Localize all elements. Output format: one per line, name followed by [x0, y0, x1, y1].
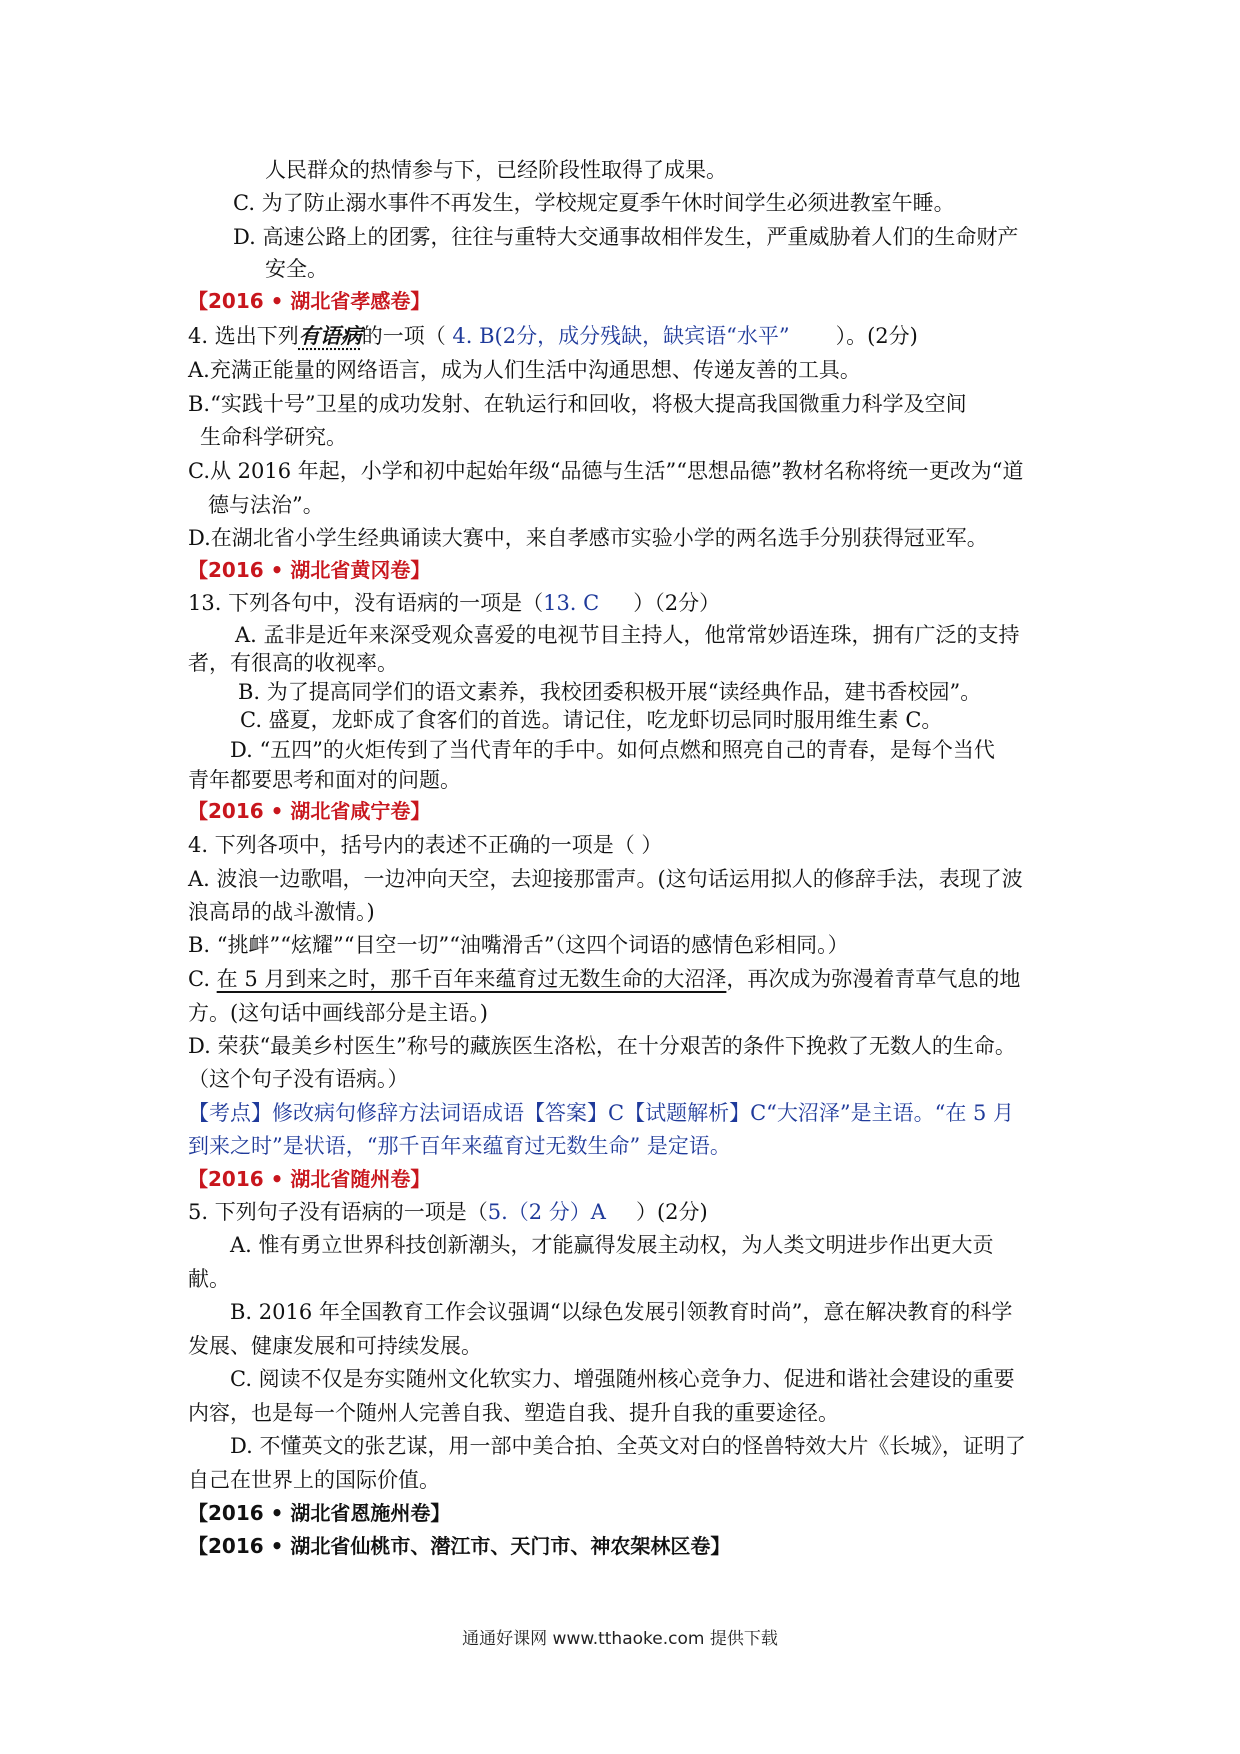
text-line: 人民群众的热情参与下，已经阶段性取得了成果。: [265, 158, 727, 182]
option-c: C. 为了防止溺水事件不再发生，学校规定夏季午休时间学生必须进教室午睡。: [233, 191, 955, 215]
question-line: [188, 588, 720, 618]
text-line: 者，有很高的收视率。: [188, 651, 398, 675]
text-line: 内容，也是每一个随州人完善自我、塑造自我、提升自我的重要途径。: [188, 1401, 839, 1425]
question-text: ）（2分）: [633, 591, 721, 615]
text-line: （这个句子没有语病。）: [188, 1067, 409, 1091]
text-line: 献。: [188, 1267, 230, 1291]
option-a: A. 惟有勇立世界科技创新潮头，才能赢得发展主动权，为人类文明进步作出更大贡: [230, 1233, 994, 1257]
option-c: C.从 2016 年起，小学和初中起始年级“品德与生活”“思想品德”教材名称将统一更改为“道: [188, 459, 1024, 483]
question-text: 13. 下列各句中，没有语病的一项是（: [188, 591, 544, 615]
option-text: ，再次成为弥漫着青草气息的地: [726, 967, 1021, 991]
option-a: A. 波浪一边歌唱，一边冲向天空，去迎接那雷声。(这句话运用拟人的修辞手法，表现了波: [188, 867, 1023, 891]
text-line: 安全。: [265, 257, 328, 281]
option-d: D. 不懂英文的张艺谋，用一部中美合拍、全英文对白的怪兽特效大片《长城》，证明了: [230, 1434, 1026, 1458]
answer-analysis: 【考点】修改病句修辞方法词语成语【答案】C【试题解析】C“大沼泽”是主语。“在 5 月: [188, 1101, 1015, 1125]
text-line: 发展、健康发展和可持续发展。: [188, 1334, 482, 1358]
option-b: B. 为了提高同学们的语文素养，我校团委积极开展“读经典作品，建书香校园”。: [238, 680, 982, 704]
question-line: 4. 下列各项中，括号内的表述不正确的一项是（ ）: [188, 833, 663, 857]
text-line: 方。(这句话中画线部分是主语。): [188, 1001, 488, 1025]
question-text: 5. 下列句子没有语病的一项是（: [188, 1200, 488, 1224]
text-line: 浪高昂的战斗激情。): [188, 900, 375, 924]
option-d: D. 高速公路上的团雾，往往与重特大交通事故相伴发生，严重威胁着人们的生命财产: [233, 225, 1019, 249]
text-line: 德与法治”。: [208, 493, 324, 517]
text-line: 生命科学研究。: [200, 425, 347, 449]
question-line: [188, 1197, 708, 1227]
underlined-text: 在 5 月到来之时，那千百年来蕴育过无数生命的大沼泽: [216, 967, 727, 991]
option-b: B.“实践十号”卫星的成功发射、在轨运行和回收，将极大提高我国微重力科学及空间: [188, 392, 967, 416]
section-heading: 【2016 • 湖北省恩施州卷】: [188, 1501, 451, 1525]
text-line: 青年都要思考和面对的问题。: [188, 768, 461, 792]
option-a: A.充满正能量的网络语言，成为人们生活中沟通思想、传递友善的工具。: [188, 358, 861, 382]
section-heading: 【2016 • 湖北省咸宁卷】: [188, 799, 431, 823]
answer-text: 13. C: [543, 591, 600, 615]
option-c: C. 阅读不仅是夯实随州文化软实力、增强随州核心竞争力、促进和谐社会建设的重要: [230, 1367, 1015, 1391]
option-d: D. “五四”的火炬传到了当代青年的手中。如何点燃和照亮自己的青春，是每个当代: [230, 738, 995, 762]
question-text: ）(2分): [635, 1200, 708, 1224]
answer-text: 4. B(2分，成分残缺，缺宾语“水平”: [452, 324, 790, 348]
emphasis-text: 有语病: [298, 323, 362, 348]
page-footer: 通通好课网 www.tthaoke.com 提供下载: [462, 1629, 778, 1649]
option-c: [188, 964, 1020, 994]
option-label: C.: [188, 967, 217, 991]
answer-analysis: 到来之时”是状语，“那千百年来蕴育过无数生命” 是定语。: [188, 1134, 731, 1158]
question-text: ）。(2分): [835, 324, 918, 348]
option-d: D.在湖北省小学生经典诵读大赛中，来自孝感市实验小学的两名选手分别获得冠亚军。: [188, 526, 988, 550]
section-heading: 【2016 • 湖北省黄冈卷】: [188, 558, 431, 582]
question-text: 4. 选出下列: [188, 324, 299, 348]
section-heading: 【2016 • 湖北省随州卷】: [188, 1167, 431, 1191]
section-heading: 【2016 • 湖北省仙桃市、潜江市、天门市、神农架林区卷】: [188, 1534, 731, 1558]
option-d: D. 荣获“最美乡村医生”称号的藏族医生洛松，在十分艰苦的条件下挽救了无数人的生命。: [188, 1034, 1016, 1058]
option-b: B. “挑衅”“炫耀”“目空一切”“油嘴滑舌”（这四个词语的感情色彩相同。）: [188, 933, 849, 957]
question-text: 的一项（: [361, 324, 453, 348]
text-line: 自己在世界上的国际价值。: [188, 1468, 440, 1492]
option-c: C. 盛夏，龙虾成了食客们的首选。请记住，吃龙虾切忌同时服用维生素 C。: [240, 708, 943, 732]
option-b: B. 2016 年全国教育工作会议强调“以绿色发展引领教育时尚”，意在解决教育的科学: [230, 1300, 1013, 1324]
option-a: A. 孟非是近年来深受观众喜爱的电视节目主持人，他常常妙语连珠，拥有广泛的支持: [235, 623, 1020, 647]
answer-text: 5.（2 分）A: [487, 1200, 606, 1224]
question-line: [188, 321, 918, 351]
section-heading: 【2016 • 湖北省孝感卷】: [188, 289, 431, 313]
